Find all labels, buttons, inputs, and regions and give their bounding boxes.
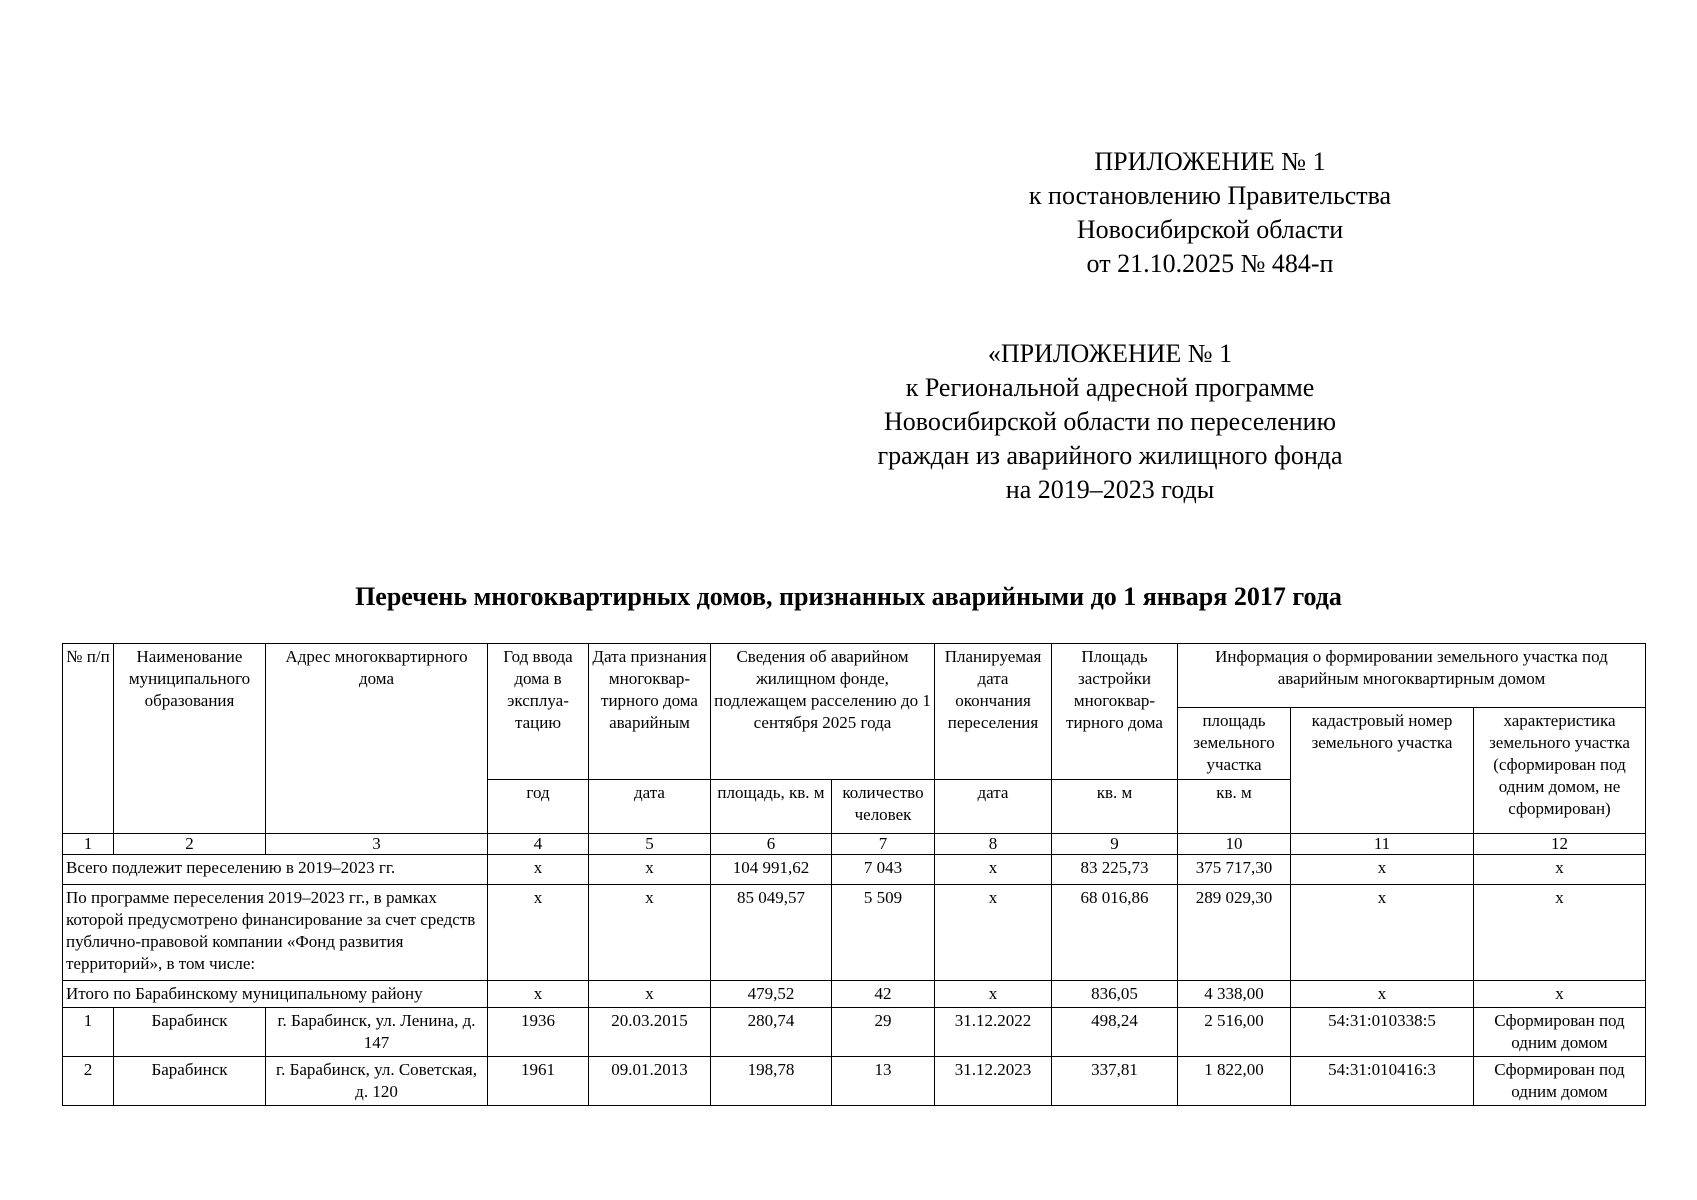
unit-people: количество человек bbox=[832, 780, 935, 834]
row-people: 29 bbox=[832, 1008, 935, 1057]
header-address: Адрес многоквартирного дома bbox=[266, 644, 488, 834]
col-number: 9 bbox=[1052, 834, 1178, 855]
program-cell: 5 509 bbox=[832, 885, 935, 981]
col-number: 2 bbox=[114, 834, 266, 855]
header-housing-info: Сведения об аварийном жилищном фонде, подлежащем расселению до 1 сентября 2025 года bbox=[711, 644, 935, 780]
col-number: 8 bbox=[935, 834, 1052, 855]
total-cell: 83 225,73 bbox=[1052, 855, 1178, 885]
program-cell: 85 049,57 bbox=[711, 885, 832, 981]
row-land-char: Сформирован под одним домом bbox=[1474, 1057, 1646, 1106]
row-people: 13 bbox=[832, 1057, 935, 1106]
houses-table bbox=[62, 643, 1646, 1106]
program-cell: 289 029,30 bbox=[1178, 885, 1291, 981]
header-land-info: Информация о формировании земельного участка под аварийным многоквартирным домом bbox=[1178, 644, 1646, 708]
row-municipality: Барабинск bbox=[114, 1057, 266, 1106]
document-title: Перечень многоквартирных домов, признанных аварийными до 1 января 2017 года bbox=[355, 582, 1342, 611]
district-cell: 42 bbox=[832, 981, 935, 1008]
program-cell: 68 016,86 bbox=[1052, 885, 1178, 981]
col-number: 4 bbox=[488, 834, 589, 855]
header-row bbox=[63, 644, 1646, 708]
col-number: 11 bbox=[1291, 834, 1474, 855]
row-planned: 31.12.2022 bbox=[935, 1008, 1052, 1057]
program-cell: х bbox=[589, 885, 711, 981]
appendix-header-line: Новосибирской области bbox=[1076, 215, 1344, 244]
header-build-area: Площадь застройки многоквар-тирного дома bbox=[1052, 644, 1178, 780]
row-number: 1 bbox=[63, 1008, 114, 1057]
district-row bbox=[63, 981, 1646, 1008]
total-cell: х bbox=[1291, 855, 1474, 885]
total-cell: 375 717,30 bbox=[1178, 855, 1291, 885]
program-cell: х bbox=[935, 885, 1052, 981]
unit-date: дата bbox=[589, 780, 711, 834]
row-year: 1961 bbox=[488, 1057, 589, 1106]
column-numbers-row bbox=[63, 834, 1646, 855]
header-land-area: площадь земельного участка bbox=[1178, 708, 1291, 780]
row-number: 2 bbox=[63, 1057, 114, 1106]
program-cell: х bbox=[488, 885, 589, 981]
header-planned-date: Планируемая дата окончания переселения bbox=[935, 644, 1052, 780]
program-appendix-line: граждан из аварийного жилищного фонда bbox=[877, 441, 1343, 470]
row-year: 1936 bbox=[488, 1008, 589, 1057]
unit-land: кв. м bbox=[1178, 780, 1291, 834]
appendix-header-line: от 21.10.2025 № 484-п bbox=[1086, 249, 1334, 278]
program-label: По программе переселения 2019–2023 гг., в рамках которой предусмотрено финансирование за счет средств публично-правовой компании «Фонд развития территорий», в том числе: bbox=[63, 885, 488, 981]
col-number: 6 bbox=[711, 834, 832, 855]
total-cell: х bbox=[488, 855, 589, 885]
row-date: 20.03.2015 bbox=[589, 1008, 711, 1057]
unit-build: кв. м bbox=[1052, 780, 1178, 834]
district-cell: х bbox=[589, 981, 711, 1008]
unit-planned: дата bbox=[935, 780, 1052, 834]
district-cell: 836,05 bbox=[1052, 981, 1178, 1008]
total-cell: х bbox=[935, 855, 1052, 885]
program-appendix-line: «ПРИЛОЖЕНИЕ № 1 bbox=[987, 339, 1233, 368]
col-number: 3 bbox=[266, 834, 488, 855]
program-row bbox=[63, 885, 1646, 981]
col-number: 1 bbox=[63, 834, 114, 855]
district-cell: 4 338,00 bbox=[1178, 981, 1291, 1008]
col-number: 12 bbox=[1474, 834, 1646, 855]
row-land-area: 2 516,00 bbox=[1178, 1008, 1291, 1057]
total-label: Всего подлежит переселению в 2019–2023 гг. bbox=[63, 855, 488, 885]
district-cell: х bbox=[935, 981, 1052, 1008]
row-land-area: 1 822,00 bbox=[1178, 1057, 1291, 1106]
district-cell: х bbox=[1474, 981, 1646, 1008]
row-cadastral: 54:31:010416:3 bbox=[1291, 1057, 1474, 1106]
header-land-char: характеристика земельного участка (сформирован под одним домом, не сформирован) bbox=[1474, 708, 1646, 834]
district-label: Итого по Барабинскому муниципальному району bbox=[63, 981, 488, 1008]
unit-area: площадь, кв. м bbox=[711, 780, 832, 834]
header-year: Год ввода дома в эксплуа-тацию bbox=[488, 644, 589, 780]
appendix-header-line: к постановлению Правительства bbox=[1028, 181, 1392, 210]
row-address: г. Барабинск, ул. Ленина, д. 147 bbox=[266, 1008, 488, 1057]
table-row bbox=[63, 1008, 1646, 1057]
col-number: 5 bbox=[589, 834, 711, 855]
program-appendix-header bbox=[780, 337, 1440, 507]
total-cell: 7 043 bbox=[832, 855, 935, 885]
col-number: 10 bbox=[1178, 834, 1291, 855]
row-address: г. Барабинск, ул. Советская, д. 120 bbox=[266, 1057, 488, 1106]
total-row bbox=[63, 855, 1646, 885]
table-row bbox=[63, 1057, 1646, 1106]
district-cell: 479,52 bbox=[711, 981, 832, 1008]
program-cell: х bbox=[1474, 885, 1646, 981]
row-build-area: 337,81 bbox=[1052, 1057, 1178, 1106]
total-cell: 104 991,62 bbox=[711, 855, 832, 885]
row-build-area: 498,24 bbox=[1052, 1008, 1178, 1057]
row-land-char: Сформирован под одним домом bbox=[1474, 1008, 1646, 1057]
appendix-header-line: ПРИЛОЖЕНИЕ № 1 bbox=[1094, 147, 1326, 176]
row-area: 280,74 bbox=[711, 1008, 832, 1057]
col-number: 7 bbox=[832, 834, 935, 855]
row-date: 09.01.2013 bbox=[589, 1057, 711, 1106]
program-appendix-line: на 2019–2023 годы bbox=[1005, 475, 1215, 504]
total-cell: х bbox=[1474, 855, 1646, 885]
district-cell: х bbox=[1291, 981, 1474, 1008]
district-cell: х bbox=[488, 981, 589, 1008]
header-cadastral: кадастровый номер земельного участка bbox=[1291, 708, 1474, 834]
program-cell: х bbox=[1291, 885, 1474, 981]
header-date-recognized: Дата признания многоквар-тирного дома аварийным bbox=[589, 644, 711, 780]
total-cell: х bbox=[589, 855, 711, 885]
row-municipality: Барабинск bbox=[114, 1008, 266, 1057]
header-municipality: Наименование муниципального образования bbox=[114, 644, 266, 834]
program-appendix-line: Новосибирской области по переселению bbox=[883, 407, 1337, 436]
program-appendix-line: к Региональной адресной программе bbox=[905, 373, 1315, 402]
row-planned: 31.12.2023 bbox=[935, 1057, 1052, 1106]
row-area: 198,78 bbox=[711, 1057, 832, 1106]
appendix-header bbox=[930, 145, 1490, 281]
header-num: № п/п bbox=[63, 644, 114, 834]
unit-year: год bbox=[488, 780, 589, 834]
row-cadastral: 54:31:010338:5 bbox=[1291, 1008, 1474, 1057]
